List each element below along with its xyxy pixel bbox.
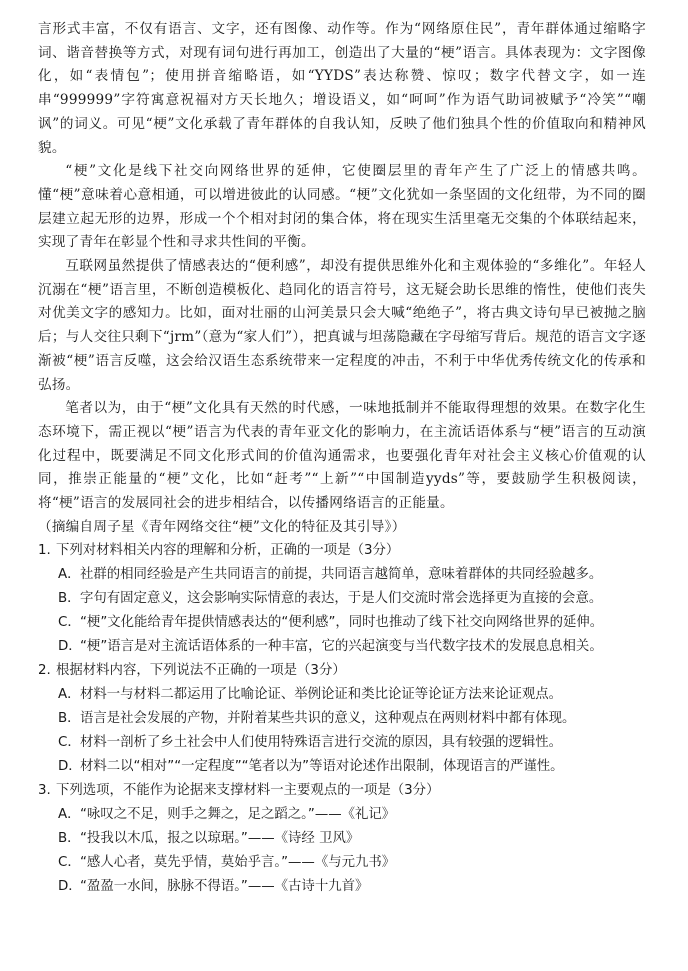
option-d[interactable] (38, 875, 646, 899)
question-stem (38, 659, 646, 683)
reading-passage (38, 18, 646, 539)
passage-paragraph: “梗”文化是线下社交向网络世界的延伸，它使圈层里的青年产生了广泛上的情感共鸣。懂“梗”意味着心意相通，可以增进彼此的认同感。“梗”文化犹如一条坚固的文化纽带，为不同的圈层建立起无形的边界，形成一个个相对封闭的集合体，将在现实生活里毫无交集的个体联结起来，实现了青年在彰显个性和寻求共性间的平衡。 (38, 163, 646, 251)
question-text: 下列选项，不能作为论据来支撑材料一主要观点的一项是（3分） (56, 783, 440, 799)
option-letter: C． (58, 615, 81, 631)
option-text: “梗”文化能给青年提供情感表达的“便利感”，同时也推动了线下社交向网络世界的延伸。 (80, 615, 604, 631)
question-1 (38, 539, 646, 659)
option-text: 材料一剖析了乡土社会中人们使用特殊语言进行交流的原因，具有较强的逻辑性。 (80, 735, 563, 751)
question-stem (38, 539, 646, 563)
option-d[interactable] (38, 755, 646, 779)
option-a[interactable] (38, 803, 646, 827)
option-letter: D． (58, 639, 82, 655)
question-stem (38, 779, 646, 803)
passage-paragraph: 言形式丰富，不仅有语言、文字，还有图像、动作等。作为“网络原住民”，青年群体通过缩略字词、谐音替换等方式，对现有词句进行再加工，创造出了大量的“梗”语言。具体表现为：文字图像化，如“表情包”；使用拼音缩略语，如“YYDS”表达称赞、惊叹；数字代替文字，如一连串“999999”字符寓意祝福对方天长地久；增设语义，如“呵呵”作为语气助词被赋予“冷笑”“嘲讽”的词义。可见“梗”文化承载了青年群体的自我认知，反映了他们独具个性的价值取向和精神风貌。 (38, 21, 646, 156)
option-text: 材料二以“相对”“一定程度”“笔者以为”等语对论述作出限制，体现语言的严谨性。 (80, 759, 564, 775)
option-text: “投我以木瓜，报之以琼琚。”——《诗经 卫风》 (80, 831, 360, 847)
question-text: 根据材料内容，下列说法不正确的一项是（3分） (56, 663, 346, 679)
option-b[interactable] (38, 707, 646, 731)
question-2 (38, 659, 646, 779)
question-number: 3. (38, 783, 51, 799)
option-text: “感人心者，莫先乎情，莫始乎言。”——《与元九书》 (80, 855, 396, 871)
option-letter: C． (58, 735, 81, 751)
question-3 (38, 779, 646, 899)
option-d[interactable] (38, 635, 646, 659)
question-number: 2. (38, 663, 51, 679)
option-b[interactable] (38, 587, 646, 611)
question-number: 1. (38, 543, 51, 559)
option-letter: B． (58, 711, 81, 727)
option-letter: A． (58, 687, 81, 703)
option-text: 字句有固定意义，这会影响实际情意的表达，于是人们交流时常会选择更为直接的会意。 (80, 591, 603, 607)
option-letter: A． (58, 807, 81, 823)
option-c[interactable] (38, 611, 646, 635)
question-text: 下列对材料相关内容的理解和分析，正确的一项是（3分） (56, 543, 400, 559)
option-text: 社群的相同经验是产生共同语言的前提，共同语言越简单，意味着群体的共同经验越多。 (80, 567, 603, 583)
option-letter: B． (58, 831, 81, 847)
option-letter: D． (58, 759, 82, 775)
option-a[interactable] (38, 563, 646, 587)
option-letter: B． (58, 591, 81, 607)
option-text: “梗”语言是对主流话语体系的一种丰富，它的兴起演变与当代数字技术的发展息息相关。 (80, 639, 603, 655)
option-c[interactable] (38, 851, 646, 875)
option-text: “咏叹之不足，则手之舞之，足之蹈之。”——《礼记》 (80, 807, 396, 823)
option-c[interactable] (38, 731, 646, 755)
passage-paragraph: 笔者以为，由于“梗”文化具有天然的时代感，一味地抵制并不能取得理想的效果。在数字化生态环境下，需正视以“梗”语言为代表的青年亚文化的影响力，在主流话语体系与“梗”语言的互动演化过程中，既要满足不同文化形式间的价值沟通需求，也要强化青年对社会主义核心价值观的认同，推崇正能量的“梗”文化，比如“赶考”“上新”“中国制造yyds”等，要鼓励学生积极阅读，将“梗”语言的发展同社会的进步相结合，以传播网络语言的正能量。 (38, 400, 646, 512)
option-text: 材料一与材料二都运用了比喻论证、举例论证和类比论证等论证方法来论证观点。 (80, 687, 563, 703)
option-text: 语言是社会发展的产物，并附着某些共识的意义，这种观点在两则材料中都有体现。 (80, 711, 576, 727)
option-letter: C． (58, 855, 81, 871)
option-b[interactable] (38, 827, 646, 851)
passage-paragraph: 互联网虽然提供了情感表达的“便利感”，却没有提供思维外化和主观体验的“多维化”。年轻人沉溺在“梗”语言里，不断创造模板化、趋同化的语言符号，这无疑会助长思维的惰性，使他们丧失对优美文字的感知力。比如，面对壮丽的山河美景只会大喊“绝绝子”，将古典文诗句早已被抛之脑后；与人交往只剩下“jrm”（意为“家人们”），把真诚与坦荡隐藏在字母缩写背后。规范的语言文字逐渐被“梗”语言反噬，这会给汉语生态系统带来一定程度的冲击，不利于中华优秀传统文化的传承和弘扬。 (38, 258, 646, 393)
option-text: “盈盈一水间，脉脉不得语。”——《古诗十九首》 (80, 879, 369, 895)
option-letter: A． (58, 567, 81, 583)
option-letter: D． (58, 879, 82, 895)
passage-source: （摘编自周子星《青年网络交往“梗”文化的特征及其引导》） (38, 518, 406, 535)
option-a[interactable] (38, 683, 646, 707)
